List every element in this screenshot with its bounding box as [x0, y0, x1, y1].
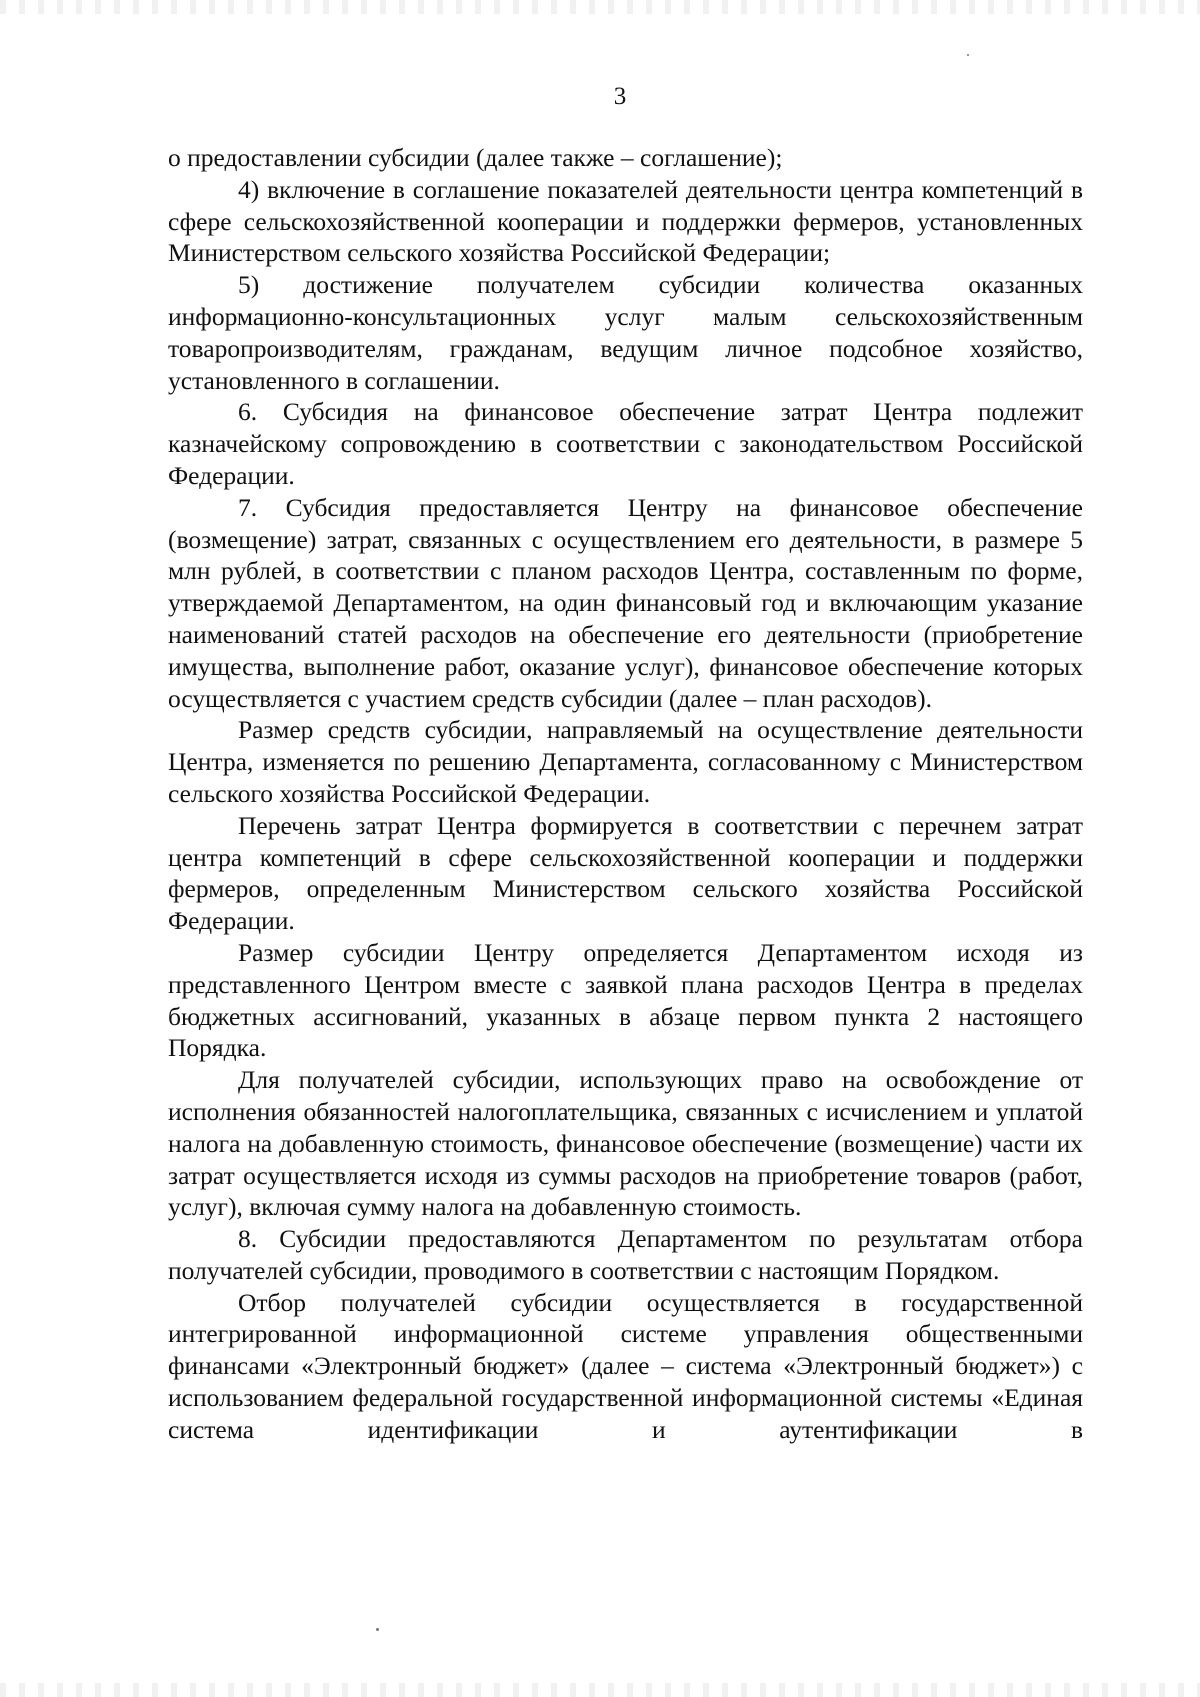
- paragraph-clause-6: 6. Субсидия на финансовое обеспечение затрат Центра подлежит казначейскому сопровождению в соответствии с законодательством Российской Федерации.: [168, 397, 1083, 490]
- scan-speck: [967, 54, 969, 56]
- paragraph-item-4: 4) включение в соглашение показателей деятельности центра компетенций в сфере сельскохозяйственной кооперации и поддержки фермеров, установленных Министерством сельского хозяйства Российской Федерации;: [168, 174, 1083, 268]
- scan-speck: [376, 1628, 379, 1631]
- paragraph-vat-exemption: Для получателей субсидии, использующих право на освобождение от исполнения обязанностей налогоплательщика, связанных с исчислением и уплатой налога на добавленную стоимость, финансовое обеспечение (возмещение) части их затрат осуществляется исходя из суммы расходов на приобретение товаров (работ, услуг), включая сумму налога на добавленную стоимость.: [168, 1065, 1083, 1222]
- page-number: 3: [613, 83, 627, 110]
- document-body: [168, 142, 1083, 1446]
- scan-bottom-edge: [0, 1683, 1200, 1697]
- scan-top-edge: [0, 0, 1200, 14]
- paragraph-clause-7: 7. Субсидия предоставляется Центру на финансовое обеспечение (возмещение) затрат, связанных с осуществлением его деятельности, в размере 5 млн рублей, в соответствии с планом расходов Центра, составленным по форме, утверждаемой Департаментом, на один финансовый год и включающим указание наименований статей расходов на обеспечение его деятельности (приобретение имущества, выполнение работ, оказание услуг), финансовое обеспечение которых осуществляется с участием средств субсидии (далее – план расходов).: [168, 492, 1083, 713]
- paragraph-selection: Отбор получателей субсидии осуществляется в государственной интегрированной информационной системе управления общественными финансами «Электронный бюджет» (далее – система «Электронный бюджет») с использованием федеральной государственной информационной системы «Единая система идентификации и аутентификации в: [168, 1287, 1083, 1444]
- paragraph-subsidy-size: Размер субсидии Центру определяется Департаментом исходя из представленного Центром вместе с заявкой плана расходов Центра в пределах бюджетных ассигнований, указанных в абзаце первом пункта 2 настоящего Порядка.: [168, 937, 1083, 1063]
- paragraph-continuation: о предоставлении субсидии (далее также – соглашение);: [168, 143, 783, 172]
- paragraph-cost-list: Перечень затрат Центра формируется в соответствии с перечнем затрат центра компетенций в сфере сельскохозяйственной кооперации и поддержки фермеров, определенным Министерством сельского хозяйства Российской Федерации.: [168, 810, 1083, 936]
- paragraph-subsidy-amount: Размер средств субсидии, направляемый на осуществление деятельности Центра, изменяется по решению Департамента, согласованному с Министерством сельского хозяйства Российской Федерации.: [168, 715, 1083, 808]
- paragraph-item-5: 5) достижение получателем субсидии количества оказанных информационно-консультационных услуг малым сельскохозяйственным товаропроизводителям, гражданам, ведущим личное подсобное хозяйство, установленного в соглашении.: [168, 270, 1083, 395]
- paragraph-clause-8: 8. Субсидии предоставляются Департаментом по результатам отбора получателей субсидии, проводимого в соответствии с настоящим Порядком.: [168, 1224, 1083, 1285]
